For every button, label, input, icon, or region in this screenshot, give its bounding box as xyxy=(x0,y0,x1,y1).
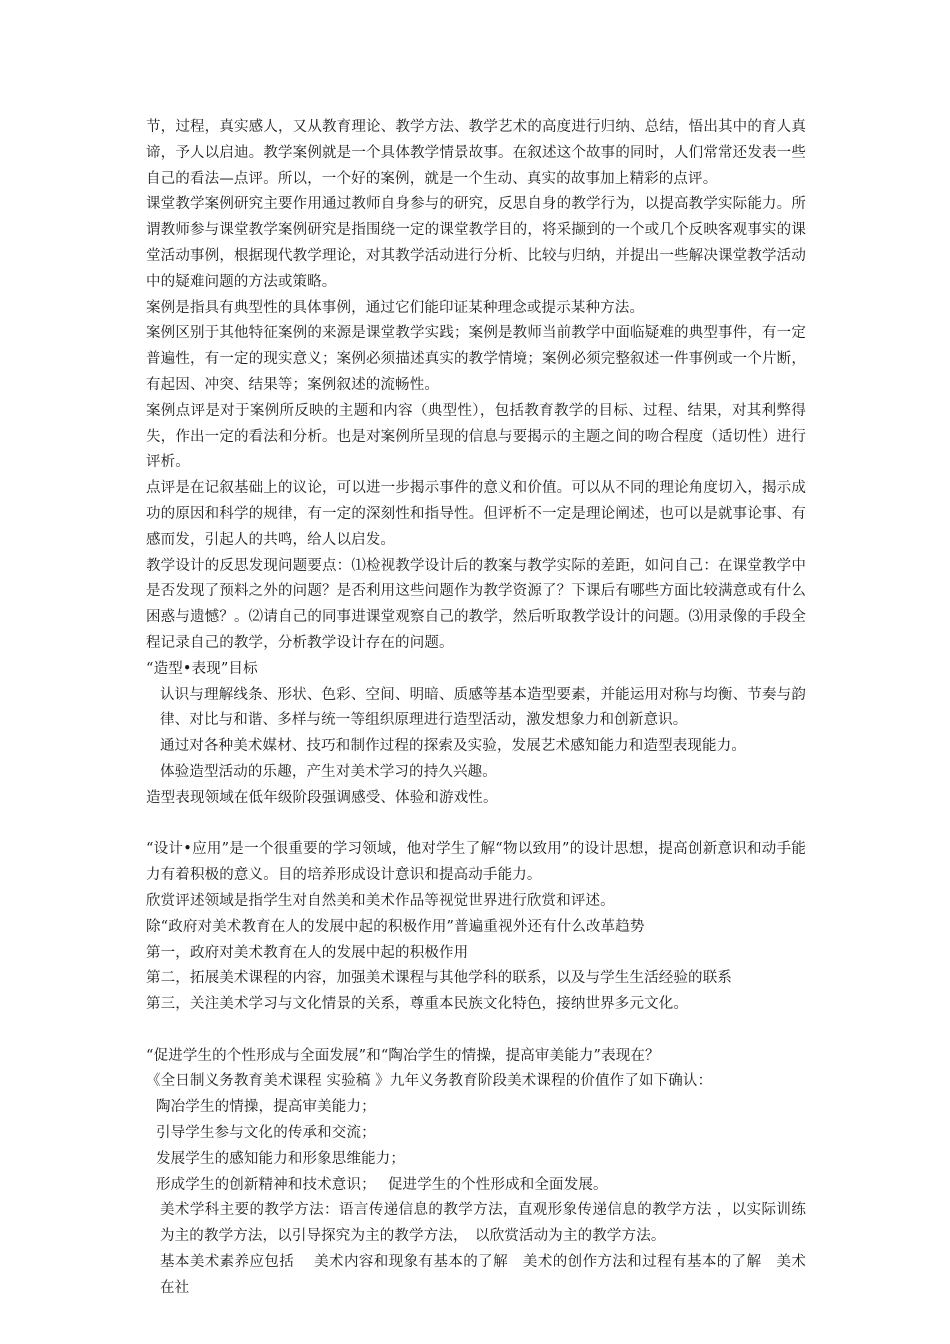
paragraph-reform-third: 第三，关注美术学习与文化情景的关系，尊重本民族文化特色，接纳世界多元文化。 xyxy=(146,996,689,1013)
blank-line xyxy=(146,1018,806,1044)
paragraph-case-intro: 节，过程，真实感人，又从教育理论、教学方法、教学艺术的高度进行归纳、总结，悟出其中的育人真谛，予人以启迪。教学案例就是一个具体教学情景故事。在叙述这个故事的同时，人们常常还发表一些自己的看法—点评。所以，一个好的案例，就是一个生动、真实的故事加上精彩的点评。 xyxy=(146,119,806,187)
list-item-modeling-goal-1: 认识与理解线条、形状、色彩、空间、明暗、质感等基本造型要素，并能运用对称与均衡、节奏与韵律、对比与和谐、多样与统一等组织原理进行造型活动，激发想象力和创新意识。 xyxy=(160,686,806,729)
list-item-value-4: 形成学生的创新精神和技术意识； 促进学生的个性形成和全面发展。 xyxy=(156,1176,608,1193)
paragraph-appreciation: 欣赏评述领域是指学生对自然美和美术作品等视觉世界进行欣赏和评述。 xyxy=(146,892,615,909)
blank-line xyxy=(146,812,806,838)
paragraph-reform-second: 第二，拓展美术课程的内容，加强美术课程与其他学科的联系，以及与学生生活经验的联系 xyxy=(146,970,732,987)
paragraph-modeling-low-grade: 造型表现领域在低年级阶段强调感受、体验和游戏性。 xyxy=(146,789,498,806)
paragraph-reform-question: 除“政府对美术教育在人的发展中起的积极作用”普遍重视外还有什么改革趋势 xyxy=(146,918,645,935)
paragraph-design-reflection: 教学设计的反思发现问题要点：⑴检视教学设计后的教案与教学实际的差距，如问自己：在课堂教学中是否发现了预料之外的问题？是否利用这些问题作为教学资源了？下课后有哪些方面比较满意或有什么困惑与遗憾？。⑵请自己的同事进课堂观察自己的教学，然后听取教学设计的问题。⑶用录像的手段全程记录自己的教学，分析教学设计存在的问题。 xyxy=(146,557,806,651)
paragraph-value-question: “促进学生的个性形成与全面发展”和“陶冶学生的情操，提高审美能力”表现在？ xyxy=(146,1047,660,1064)
list-item-value-1: 陶冶学生的情操，提高审美能力； xyxy=(156,1099,376,1116)
paragraph-design-application: “设计•应用”是一个很重要的学习领域，他对学生了解“物以致用”的设计思想，提高创新意识和动手能力有着积极的意义。目的培养形成设计意识和提高动手能力。 xyxy=(146,841,806,884)
paragraph-commentary-nature: 点评是在记叙基础上的议论，可以进一步揭示事件的意义和价值。可以从不同的理论角度切入，揭示成功的原因和科学的规律，有一定的深刻性和指导性。但评析不一定是理论阐述，也可以是就事论事、有感而发，引起人的共鸣，给人以启发。 xyxy=(146,480,806,548)
list-item-modeling-goal-3: 体验造型活动的乐趣，产生对美术学习的持久兴趣。 xyxy=(160,763,497,780)
paragraph-reform-first: 第一，政府对美术教育在人的发展中起的积极作用 xyxy=(146,944,469,961)
paragraph-basic-literacy: 基本美术素养应包括 美术内容和现象有基本的了解 美术的创作方法和过程有基本的了解 美术在社 xyxy=(160,1254,806,1296)
paragraph-case-study-role: 课堂教学案例研究主要作用通过教师自身参与的研究，反思自身的教学行为，以提高教学实际能力。所谓教师参与课堂教学案例研究是指围绕一定的课堂教学目的，将采撷到的一个或几个反映客观事实的课堂活动事例，根据现代教学理论，对其教学活动进行分析、比较与归纳，并提出一些解决课堂教学活动中的疑难问题的方法或策略。 xyxy=(146,196,806,290)
paragraph-case-features: 案例区别于其他特征案例的来源是课堂教学实践；案例是教师当前教学中面临疑难的典型事件，有一定普遍性，有一定的现实意义；案例必须描述真实的教学情境；案例必须完整叙述一件事例或一个片断，有起因、冲突、结果等；案例叙述的流畅性。 xyxy=(146,325,806,393)
paragraph-teaching-methods: 美术学科主要的教学方法：语言传递信息的教学方法，直观形象传递信息的教学方法 ，以实际训练为主的教学方法，以引导探究为主的教学方法， 以欣赏活动为主的教学方法。 xyxy=(160,1202,806,1245)
heading-modeling-goal: “造型•表现”目标 xyxy=(146,660,258,677)
paragraph-case-definition: 案例是指具有典型性的具体事例，通过它们能印证某种理念或提示某种方法。 xyxy=(146,299,645,316)
document-body xyxy=(146,115,806,1302)
list-item-value-3: 发展学生的感知能力和形象思维能力； xyxy=(156,1150,406,1167)
list-item-value-2: 引导学生参与文化的传承和交流； xyxy=(156,1125,376,1142)
list-item-modeling-goal-2: 通过对各种美术媒材、技巧和制作过程的探索及实验，发展艺术感知能力和造型表现能力。 xyxy=(160,738,746,755)
paragraph-case-commentary: 案例点评是对于案例所反映的主题和内容（典型性），包括教育教学的目标、过程、结果，对其利弊得失，作出一定的看法和分析。也是对案例所呈现的信息与要揭示的主题之间的吻合程度（适切性）进行评析。 xyxy=(146,402,806,471)
paragraph-curriculum-value: 《全日制义务教育美术课程 实验稿 》九年义务教育阶段美术课程的价值作了如下确认： xyxy=(146,1073,713,1090)
